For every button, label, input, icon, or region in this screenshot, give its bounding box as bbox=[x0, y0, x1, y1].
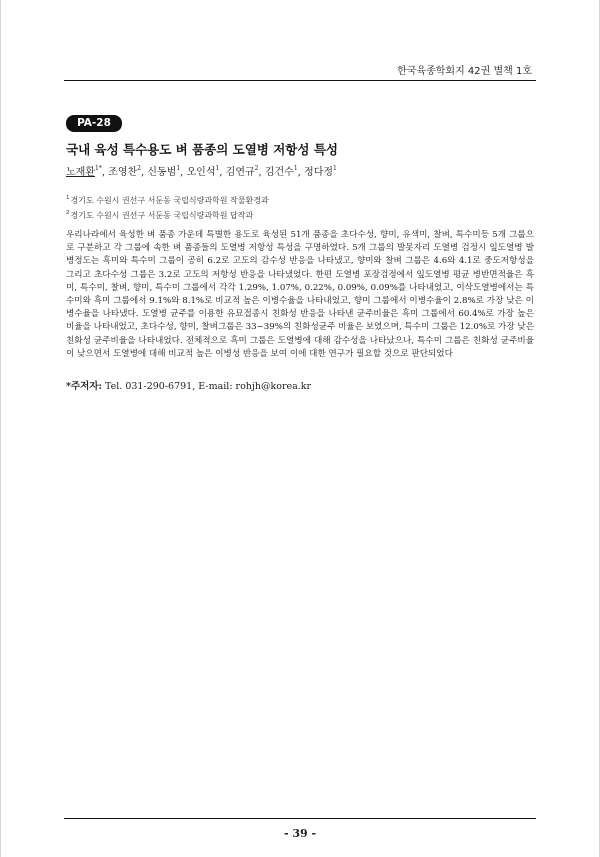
author-name: 노재환 bbox=[66, 167, 95, 178]
paper-title: 국내 육성 특수용도 벼 품종의 도열병 저항성 특성 bbox=[66, 142, 338, 157]
contact-details: Tel. 031-290-6791, E-mail: rohjh@korea.kr bbox=[105, 381, 312, 392]
author-name: 오인석 bbox=[186, 167, 216, 178]
author-item bbox=[147, 167, 180, 178]
author-item bbox=[304, 167, 337, 178]
abstract-code-badge: PA-28 bbox=[66, 115, 122, 132]
affiliation-list bbox=[66, 192, 269, 222]
author-affiliation-mark: 2 bbox=[254, 165, 259, 172]
affiliation-number: 2 bbox=[66, 210, 70, 216]
page-left-edge bbox=[0, 0, 1, 857]
header-rule bbox=[64, 80, 536, 81]
affiliation-text: 경기도 수원시 권선구 서둔동 국립식량과학원 답작과 bbox=[70, 211, 254, 220]
author-item bbox=[66, 167, 102, 178]
author-affiliation-mark: 2 bbox=[137, 165, 141, 172]
author-name: 김연규 bbox=[225, 167, 255, 178]
author-affiliation-mark: 1 bbox=[333, 165, 337, 172]
author-item bbox=[187, 167, 220, 178]
journal-header: 한국육종학회지 42권 별책 1호 bbox=[397, 66, 532, 77]
affiliation-number: 1 bbox=[66, 195, 70, 201]
author-item bbox=[226, 167, 259, 178]
footer-rule bbox=[64, 818, 536, 819]
author-affiliation-mark: 1 bbox=[215, 165, 220, 172]
page-number: - 39 - bbox=[283, 827, 317, 840]
affiliation-item bbox=[66, 192, 269, 207]
author-affiliation-mark: 1* bbox=[94, 165, 102, 172]
author-name: 조영찬 bbox=[108, 167, 138, 178]
author-list: 노재환$^{1*}$, 조영찬$^2$, 신동범$^1$, 오인석$^1$, 김연규$^2$, 김건수$^1$, 정다정$^1$ bbox=[66, 165, 337, 178]
author-item bbox=[108, 167, 141, 178]
affiliation-item bbox=[66, 207, 269, 222]
author-name: 김건수 bbox=[264, 167, 294, 178]
author-item bbox=[265, 167, 298, 178]
author-name: 정다정 bbox=[304, 167, 334, 178]
corresponding-author-contact bbox=[66, 378, 311, 392]
author-affiliation-mark: 1 bbox=[176, 165, 181, 172]
author-affiliation-mark: 1 bbox=[293, 165, 298, 172]
author-name: 신동범 bbox=[147, 167, 177, 178]
contact-label: *주저자: bbox=[66, 381, 103, 392]
affiliation-text: 경기도 수원시 권선구 서둔동 국립식량과학원 작물환경과 bbox=[70, 196, 269, 205]
abstract-body: 우리나라에서 육성한 벼 품종 가운데 특별한 용도로 육성된 51개 품종을 초다수성, 향미, 유색미, 찰벼, 특수미등 5개 그룹으로 구분하고 각 그룹에 속한 벼 품종들의 도열병 저항성 특성을 구명하였다. 5개 그룹의 발못자리 도열병 검정시 잎도열병 발병정도는 흑미와 특수미 그룹이 공히 6.2로 고도의 감수성 반응을 나타냈고, 향미와 찰벼 그룹은 4.6와 4.1로 중도저항성을 그리고 초다수성 그룹은 3.2로 고도의 저항성 반응을 나타냈었다. 한편 도열병 포장검정에서 잎도열병 평균 병반면적율은 흑미, 특수미, 찰벼, 향미, 특수미 그룹에서 각각 1.29%, 1.07%, 0.22%, 0.09%, 0.09%를 나타내었고, 이삭도열병에서는 특수미와 흑미 그룹에서 9.1%와 8.1%로 비교적 높은 이병수율을 나타내었고, 향미 그룹에서 이병수율이 2.8%로 가장 낮은 이병수율을 나타냈다. 도열병 균주를 이용한 유묘접종시 친화성 반응을 나타낸 균주비율은 흑미 그룹에서 60.4%로 가장 높은 비율을 나타내었고, 초다수성, 향미, 찰벼그룹은 33~39%의 친화성균주 비율은 보였으며, 특수미 그룹은 12.0%로 가장 낮은 친화성 균주비율을 나타내었다. 전체적으로 흑미 그룹은 도열병에 대해 감수성을 나타났으나, 특수미 그룹은 친화성 균주비율이 낮으면서 도열병에 대해 비교적 높은 이병성 반응을 보여 이에 대한 연구가 필요할 것으로 판단되었다 bbox=[66, 230, 534, 359]
